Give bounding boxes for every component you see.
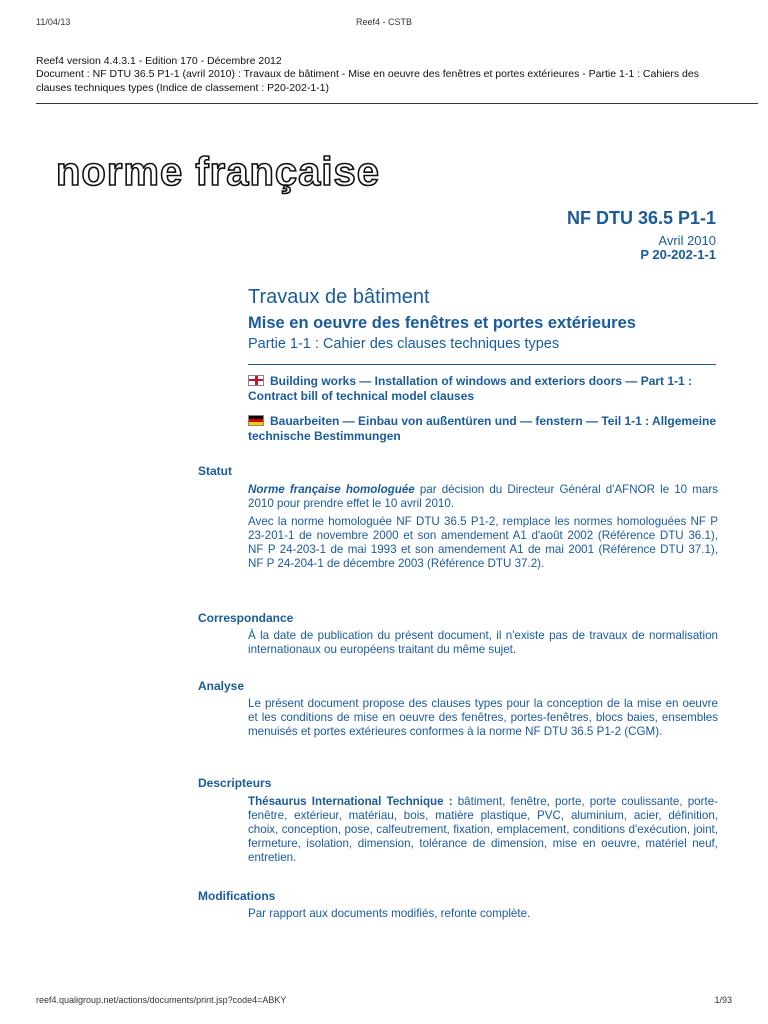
norme-francaise-logo: norme française: [56, 150, 381, 194]
print-site-title: Reef4 - CSTB: [355, 17, 413, 27]
standard-code: NF DTU 36.5 P1-1: [566, 208, 716, 228]
descripteurs-text: [248, 795, 718, 865]
doc-title: Travaux de bâtiment: [248, 286, 430, 308]
english-title-text: Building works — Installation of windows and exteriors doors — Part 1-1 : Contract bill of technical model clauses: [248, 374, 693, 403]
german-title: [248, 414, 718, 444]
standard-index: P 20-202-1-1: [640, 247, 716, 262]
title-divider: [248, 364, 716, 365]
document-line: Document : NF DTU 36.5 P1-1 (avril 2010) : Travaux de bâtiment - Mise en oeuvre des fenêtres et portes extérieures - Partie 1-1 : Cahiers des clauses techniques types (Indice de classement : P20-202-1-1): [36, 68, 699, 94]
statut-lead: Norme française homologuée: [248, 483, 415, 496]
version-line: Reef4 version 4.4.3.1 - Edition 170 - Décembre 2012: [36, 55, 282, 67]
germany-flag-icon: [248, 415, 264, 426]
statut-heading: Statut: [198, 464, 232, 478]
statut-body: [248, 483, 718, 575]
doc-part: Partie 1-1 : Cahier des clauses techniques types: [248, 336, 560, 352]
uk-flag-icon: [248, 375, 264, 386]
doc-subtitle: Mise en oeuvre des fenêtres et portes extérieures: [248, 314, 636, 332]
standard-date: Avril 2010: [658, 233, 716, 248]
analyse-text: Le présent document propose des clauses types pour la conception de la mise en oeuvre et les conditions de mise en oeuvre des fenêtres, portes-fenêtres, blocs baies, ensembles menuisés et portes extérieures conformes à la norme NF DTU 36.5 P1-2 (CGM).: [248, 697, 718, 738]
statut-lead-rest: par décision du Directeur Général d'AFNOR le 10 mars 2010 pour prendre effet le 10 avril 2010.: [248, 483, 718, 510]
english-title: [248, 374, 718, 404]
statut-replaces: Avec la norme homologuée NF DTU 36.5 P1-2, remplace les normes homologuées NF P 23-201-1 de novembre 2000 et son amendement A1 d'août 2002 (Référence DTU 36.1), NF P 24-203-1 de mai 1993 et son amendement A1 de mai 2001 (Référence DTU 37.1), NF P 24-204-1 de décembre 2003 (Référence DTU 37.2).: [248, 515, 718, 570]
correspondance-heading: Correspondance: [198, 611, 294, 625]
page-number: 1/93: [714, 995, 732, 1005]
correspondance-text: À la date de publication du présent document, il n'existe pas de travaux de normalisation internationaux ou européens traitant du même sujet.: [248, 629, 718, 656]
header-divider: [36, 103, 758, 104]
footer-url: reef4.qualigroup.net/actions/documents/print.jsp?code4=ABKY: [36, 995, 287, 1005]
thesaurus-label: Thésaurus International Technique :: [248, 795, 453, 808]
descripteurs-list: bâtiment, fenêtre, porte, porte coulissante, porte-fenêtre, extérieur, matériau, bois, matière plastique, PVC, aluminium, acier, définition, choix, conception, pose, calfeutrement, fixation, emplacement, conditions d'exécution, joint, fermeture, isolation, dimension, tolérance de dimension, mise en oeuvre, matériel neuf, entretien.: [248, 795, 718, 864]
german-title-text: Bauarbeiten — Einbau von außentüren und — fenstern — Teil 1-1 : Allgemeine technische Bestimmungen: [248, 414, 717, 443]
print-date: 11/04/13: [36, 17, 71, 27]
modifications-heading: Modifications: [198, 889, 276, 903]
analyse-heading: Analyse: [198, 679, 245, 693]
modifications-text: Par rapport aux documents modifiés, refonte complète.: [248, 907, 531, 920]
descripteurs-heading: Descripteurs: [198, 776, 272, 790]
